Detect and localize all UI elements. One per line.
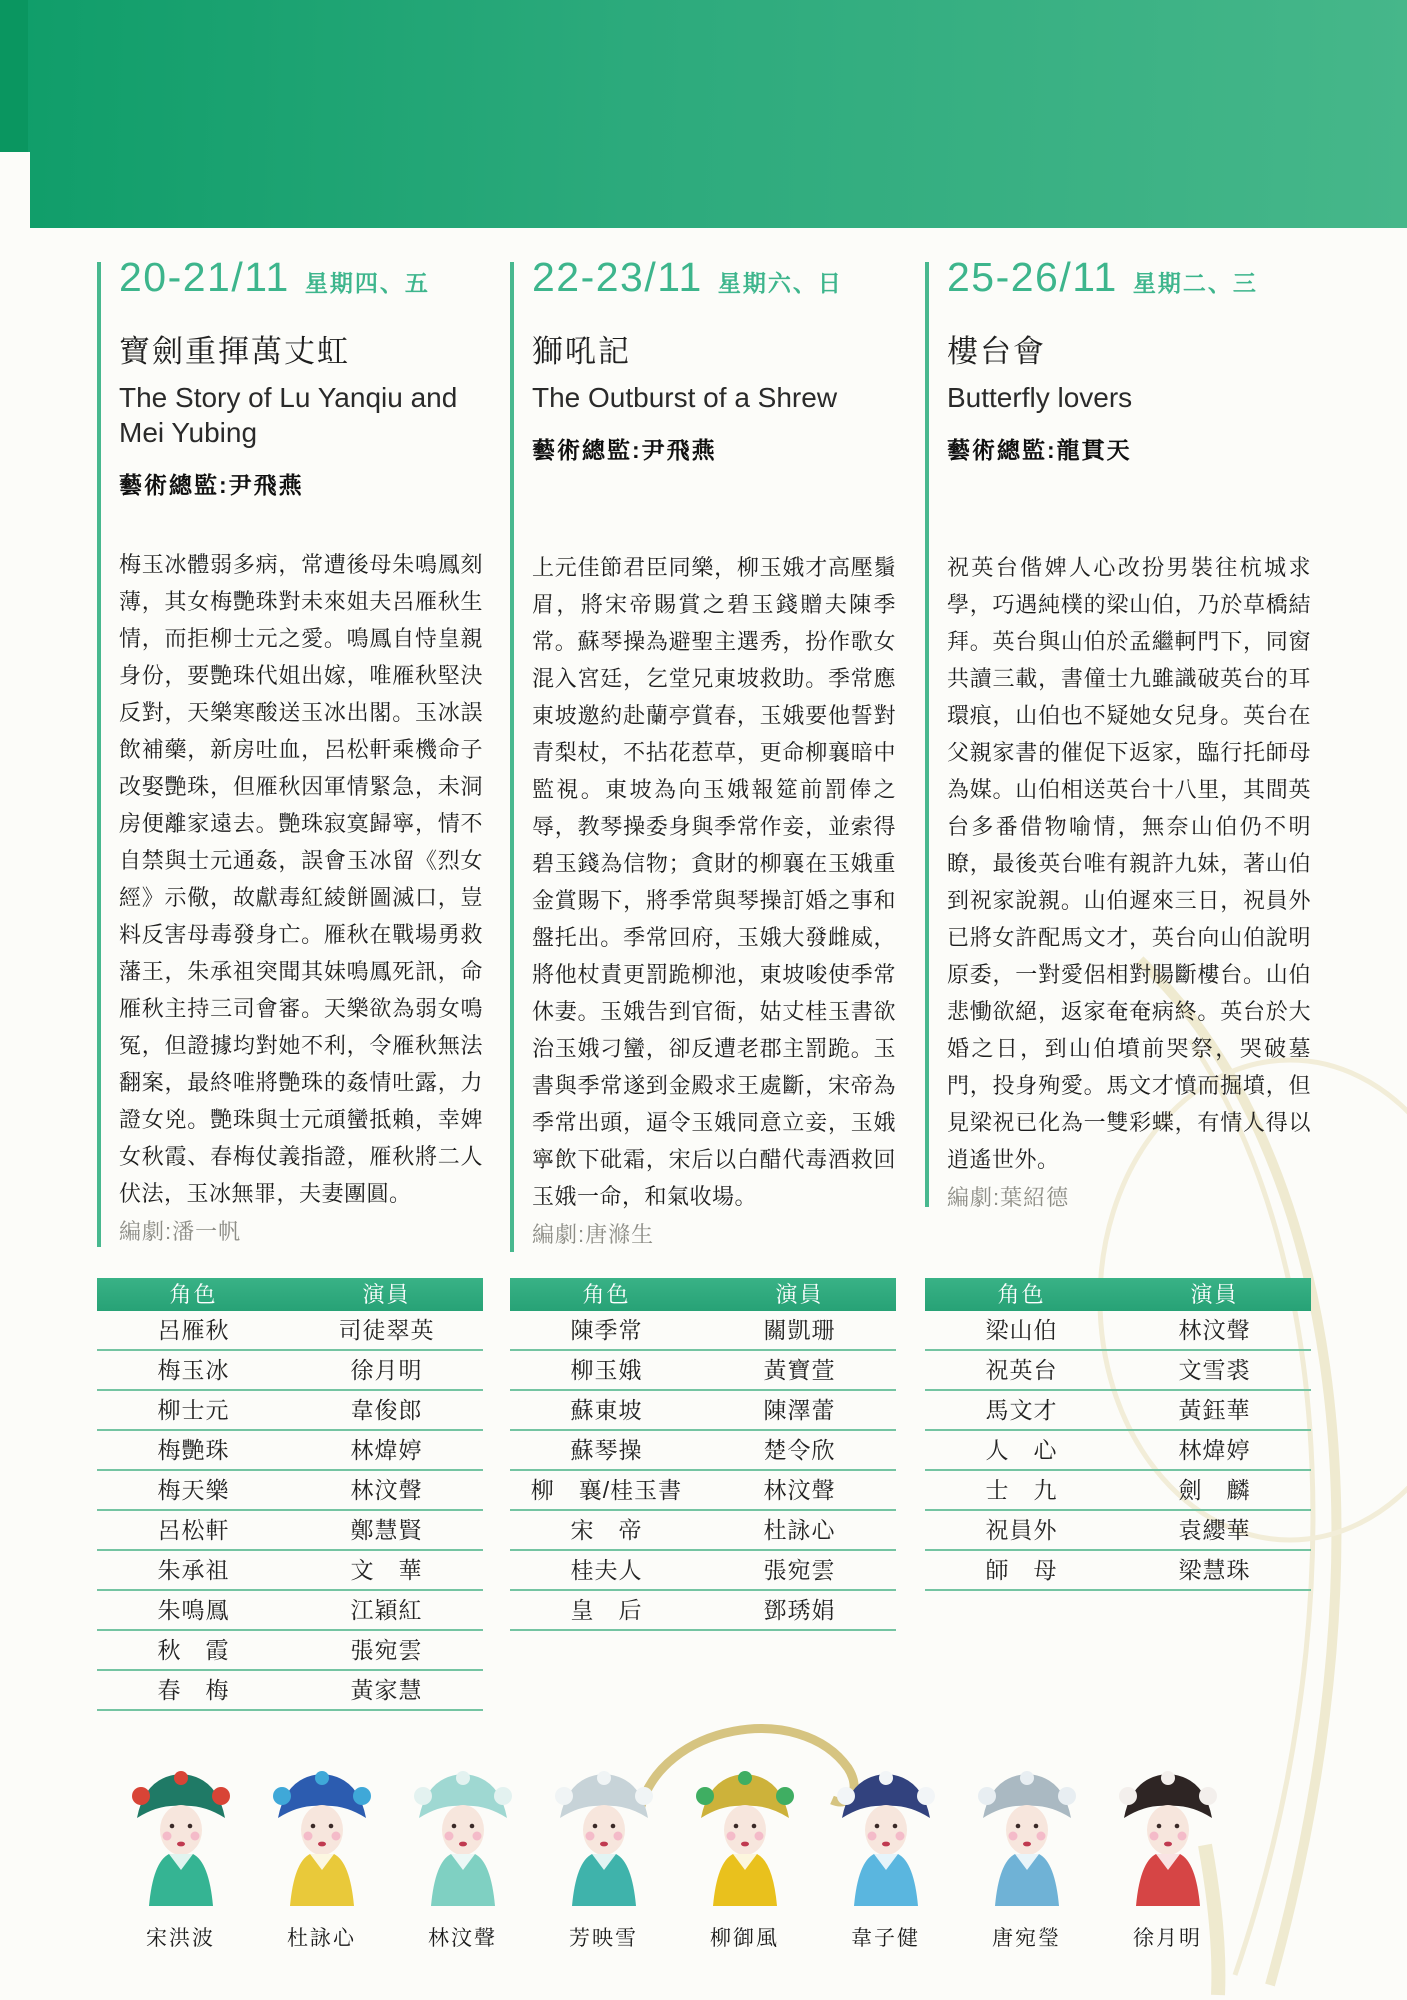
performer-cell: 關凱珊 xyxy=(763,1317,836,1343)
performer-cell: 黃家慧 xyxy=(350,1677,423,1703)
cast-row xyxy=(510,1511,896,1551)
performer-cell: 鄧琇娟 xyxy=(763,1597,836,1623)
role-cell: 秋 霞 xyxy=(157,1637,230,1663)
role-cell: 陳季常 xyxy=(570,1317,643,1343)
playwright-name: 唐滌生 xyxy=(585,1222,655,1247)
role-cell: 柳士元 xyxy=(157,1397,230,1423)
cast-row xyxy=(510,1471,896,1511)
performer-name: 徐月明 xyxy=(1133,1927,1202,1950)
role-cell: 宋 帝 xyxy=(570,1517,643,1543)
performer-card xyxy=(392,1766,533,1952)
performer-name: 林汶聲 xyxy=(428,1927,497,1950)
performer-cell: 林煒婷 xyxy=(1178,1437,1251,1463)
show-title-chinese: 寶劍重揮萬丈虹 xyxy=(119,334,350,369)
performer-photo-strip xyxy=(110,1766,1238,1952)
cast-row xyxy=(97,1431,483,1471)
cast-row xyxy=(925,1431,1311,1471)
cast-table-show-1 xyxy=(97,1278,483,1711)
show-weekday: 星期六、日 xyxy=(717,270,843,296)
performer-name: 柳御風 xyxy=(710,1927,779,1950)
show-column-2 xyxy=(510,254,896,1249)
cast-header-performer: 演員 xyxy=(1190,1282,1239,1307)
role-cell: 梁山伯 xyxy=(985,1317,1058,1343)
performer-cell: 陳澤蕾 xyxy=(763,1397,836,1423)
cast-row xyxy=(925,1471,1311,1511)
role-cell: 蘇東坡 xyxy=(570,1397,643,1423)
show-title-english: The Story of Lu Yanqiu and Mei Yubing xyxy=(119,382,458,448)
cast-table-header xyxy=(925,1278,1311,1311)
performer-card xyxy=(674,1766,815,1952)
performer-photo xyxy=(1106,1766,1230,1906)
role-cell: 士 九 xyxy=(985,1477,1058,1503)
cast-row xyxy=(510,1311,896,1351)
cast-table-header xyxy=(97,1278,483,1311)
show-column-3 xyxy=(925,254,1311,1212)
performer-cell: 杜詠心 xyxy=(763,1517,836,1543)
show-title-chinese: 獅吼記 xyxy=(532,334,631,369)
performer-cell: 文 華 xyxy=(350,1557,423,1583)
performer-cell: 黃寶萱 xyxy=(763,1357,836,1383)
show-date-row xyxy=(532,254,896,301)
cast-header-performer: 演員 xyxy=(775,1282,824,1307)
role-cell: 呂松軒 xyxy=(157,1517,230,1543)
artistic-director xyxy=(119,467,483,500)
playwright-label: 編劇: xyxy=(947,1185,1001,1210)
cast-row xyxy=(925,1511,1311,1551)
cast-table-show-3 xyxy=(925,1278,1311,1591)
cast-row xyxy=(97,1351,483,1391)
role-cell: 梅天樂 xyxy=(157,1477,230,1503)
playwright-name: 葉紹德 xyxy=(1000,1185,1070,1210)
show-date-row xyxy=(947,254,1311,301)
performer-cell: 林煒婷 xyxy=(350,1437,423,1463)
role-cell: 朱鳴鳳 xyxy=(157,1597,230,1623)
show-date-row xyxy=(119,254,483,301)
cast-table-header xyxy=(510,1278,896,1311)
performer-photo xyxy=(401,1766,525,1906)
performer-photo xyxy=(683,1766,807,1906)
show-column-1 xyxy=(97,254,483,1246)
show-title-english: The Outburst of a Shrew xyxy=(532,382,838,413)
playwright xyxy=(532,1218,896,1249)
cast-row xyxy=(97,1551,483,1591)
show-title-english: Butterfly lovers xyxy=(947,382,1133,413)
playwright-label: 編劇: xyxy=(119,1219,173,1244)
banner-corner-dark-strip xyxy=(0,0,28,152)
show-synopsis: 祝英台偕婢人心改扮男裝往杭城求學，巧遇純樸的梁山伯，乃於草橋結拜。英台與山伯於孟繼軻門下，同窗共讀三載，書僮士九雖識破英台的耳環痕，山伯也不疑她女兒身。英台在父親家書的催促下返家，臨行托師母為媒。山伯相送英台十八里，其間英台多番借物喻情，無奈山伯仍不明瞭，最後英台唯有親許九妹，著山伯到祝家說親。山伯遲來三日，祝員外已將女許配馬文才，英台向山伯說明原委，一對愛侶相對腸斷樓台。山伯悲慟欲絕，返家奄奄病終。英台於大婚之日，到山伯墳前哭祭，哭破墓門，投身殉愛。馬文才憤而掘墳，但見梁祝已化為一雙彩蝶，有情人得以逍遙世外。 xyxy=(947,555,1311,1172)
show-date: 22-23/11 xyxy=(532,254,703,300)
show-synopsis: 上元佳節君臣同樂，柳玉娥才高壓鬚眉，將宋帝賜賞之碧玉錢贈夫陳季常。蘇琴操為避聖主選秀，扮作歌女混入宮廷，乞堂兄東坡救助。季常應東坡邀約赴蘭亭賞春，玉娥要他誓對青梨杖，不拈花惹草，更命柳襄暗中監視。東坡為向玉娥報筵前罰俸之辱，教琴操委身與季常作妾，並索得碧玉錢為信物；貪財的柳襄在玉娥重金賞賜下，將季常與琴操訂婚之事和盤托出。季常回府，玉娥大發雌威，將他杖責更罰跪柳池，東坡唆使季常休妻。玉娥告到官衙，姑丈桂玉書欲治玉娥刁蠻，卻反遭老郡主罰跪。玉書與季常遂到金殿求王處斷，宋帝為季常出頭，逼令玉娥同意立妾，玉娥寧飲下砒霜，宋后以白醋代毒酒救回玉娥一命，和氣收場。 xyxy=(532,555,896,1209)
artistic-director-label: 藝術總監: xyxy=(532,437,642,463)
cast-row xyxy=(97,1591,483,1631)
performer-photo xyxy=(542,1766,666,1906)
role-cell: 梅玉冰 xyxy=(157,1357,230,1383)
cast-row xyxy=(510,1391,896,1431)
top-banner xyxy=(0,0,1407,228)
cast-header-role: 角色 xyxy=(582,1282,631,1307)
role-cell: 朱承祖 xyxy=(157,1557,230,1583)
role-cell: 師 母 xyxy=(985,1557,1058,1583)
performer-cell: 梁慧珠 xyxy=(1178,1557,1251,1583)
artistic-director-name: 龍貫天 xyxy=(1056,437,1132,463)
performer-card xyxy=(110,1766,251,1952)
role-cell: 呂雁秋 xyxy=(157,1317,230,1343)
role-cell: 馬文才 xyxy=(985,1397,1058,1423)
performer-cell: 鄭慧賢 xyxy=(350,1517,423,1543)
show-weekday: 星期四、五 xyxy=(304,270,430,296)
performer-cell: 徐月明 xyxy=(350,1357,423,1383)
performer-cell: 黃鈺華 xyxy=(1178,1397,1251,1423)
role-cell: 梅艷珠 xyxy=(157,1437,230,1463)
performer-cell: 楚令欣 xyxy=(763,1437,836,1463)
playwright-label: 編劇: xyxy=(532,1222,586,1247)
cast-row xyxy=(97,1631,483,1671)
artistic-director-name: 尹飛燕 xyxy=(228,472,304,498)
cast-row xyxy=(97,1511,483,1551)
cast-row xyxy=(97,1471,483,1511)
playwright xyxy=(947,1181,1311,1212)
performer-name: 芳映雪 xyxy=(569,1927,638,1950)
role-cell: 春 梅 xyxy=(157,1677,230,1703)
column-accent-line xyxy=(510,262,514,1252)
cast-row xyxy=(510,1551,896,1591)
role-cell: 桂夫人 xyxy=(570,1557,643,1583)
show-date: 20-21/11 xyxy=(119,254,290,300)
performer-cell: 文雪裘 xyxy=(1178,1357,1251,1383)
performer-name: 韋子健 xyxy=(851,1927,920,1950)
cast-row xyxy=(510,1351,896,1391)
performer-cell: 袁纓華 xyxy=(1178,1517,1251,1543)
cast-row xyxy=(925,1551,1311,1591)
banner-left-notch xyxy=(0,152,30,232)
performer-name: 唐宛瑩 xyxy=(992,1927,1061,1950)
cast-row xyxy=(925,1311,1311,1351)
performer-photo xyxy=(824,1766,948,1906)
cast-row xyxy=(97,1671,483,1711)
show-title-chinese: 樓台會 xyxy=(947,334,1046,369)
performer-cell: 張宛雲 xyxy=(763,1557,836,1583)
role-cell: 蘇琴操 xyxy=(570,1437,643,1463)
cast-row xyxy=(97,1311,483,1351)
artistic-director-name: 尹飛燕 xyxy=(641,437,717,463)
performer-photo xyxy=(119,1766,243,1906)
performer-name: 杜詠心 xyxy=(287,1927,356,1950)
performer-photo xyxy=(965,1766,1089,1906)
cast-row xyxy=(925,1391,1311,1431)
performer-cell: 林汶聲 xyxy=(763,1477,836,1503)
performer-card xyxy=(533,1766,674,1952)
role-cell: 祝員外 xyxy=(985,1517,1058,1543)
cast-row xyxy=(510,1591,896,1631)
performer-cell: 張宛雲 xyxy=(350,1637,423,1663)
performer-name: 宋洪波 xyxy=(146,1927,215,1950)
cast-header-role: 角色 xyxy=(997,1282,1046,1307)
role-cell: 人 心 xyxy=(985,1437,1058,1463)
performer-card xyxy=(251,1766,392,1952)
column-accent-line xyxy=(925,262,929,1207)
cast-row xyxy=(510,1431,896,1471)
artistic-director-label: 藝術總監: xyxy=(119,472,229,498)
performer-cell: 林汶聲 xyxy=(350,1477,423,1503)
role-cell: 柳玉娥 xyxy=(570,1357,643,1383)
show-weekday: 星期二、三 xyxy=(1132,270,1258,296)
cast-row xyxy=(925,1351,1311,1391)
role-cell: 祝英台 xyxy=(985,1357,1058,1383)
role-cell: 皇 后 xyxy=(570,1597,643,1623)
artistic-director xyxy=(532,432,896,465)
cast-table-show-2 xyxy=(510,1278,896,1631)
artistic-director xyxy=(947,432,1311,465)
show-synopsis: 梅玉冰體弱多病，常遭後母朱鳴鳳刻薄，其女梅艷珠對未來姐夫呂雁秋生情，而拒柳士元之愛。鳴鳳自恃皇親身份，要艷珠代姐出嫁，唯雁秋堅決反對，天樂寒酸送玉冰出閣。玉冰誤飲補藥，新房吐血，呂松軒乘機命子改娶艷珠，但雁秋因軍情緊急，未洞房便離家遠去。艷珠寂寞歸寧，情不自禁與士元通姦，誤會玉冰留《烈女經》示儆，故獻毒紅綾餅圖滅口，豈料反害母毒發身亡。雁秋在戰場勇救藩王，朱承祖突聞其妹鳴鳳死訊，命雁秋主持三司會審。天樂欲為弱女鳴冤，但證據均對她不利，令雁秋無法翻案，最終唯將艷珠的姦情吐露，力證女兇。艷珠與士元頑蠻抵賴，幸婢女秋霞、春梅仗義指證，雁秋將二人伏法，玉冰無罪，夫妻團圓。 xyxy=(119,552,483,1206)
performer-photo xyxy=(260,1766,384,1906)
role-cell: 柳 襄/桂玉書 xyxy=(530,1477,683,1503)
playwright xyxy=(119,1215,483,1246)
performer-card xyxy=(1097,1766,1238,1952)
playwright-name: 潘一帆 xyxy=(172,1219,242,1244)
artistic-director-label: 藝術總監: xyxy=(947,437,1057,463)
cast-header-role: 角色 xyxy=(169,1282,218,1307)
performer-cell: 韋俊郎 xyxy=(350,1397,423,1423)
cast-header-performer: 演員 xyxy=(362,1282,411,1307)
performer-cell: 劍 麟 xyxy=(1178,1477,1251,1503)
performer-cell: 林汶聲 xyxy=(1178,1317,1251,1343)
column-accent-line xyxy=(97,262,101,1247)
performer-cell: 司徒翠英 xyxy=(338,1317,435,1343)
cast-row xyxy=(97,1391,483,1431)
show-date: 25-26/11 xyxy=(947,254,1118,300)
performer-cell: 江穎紅 xyxy=(350,1597,423,1623)
performer-card xyxy=(815,1766,956,1952)
performer-card xyxy=(956,1766,1097,1952)
